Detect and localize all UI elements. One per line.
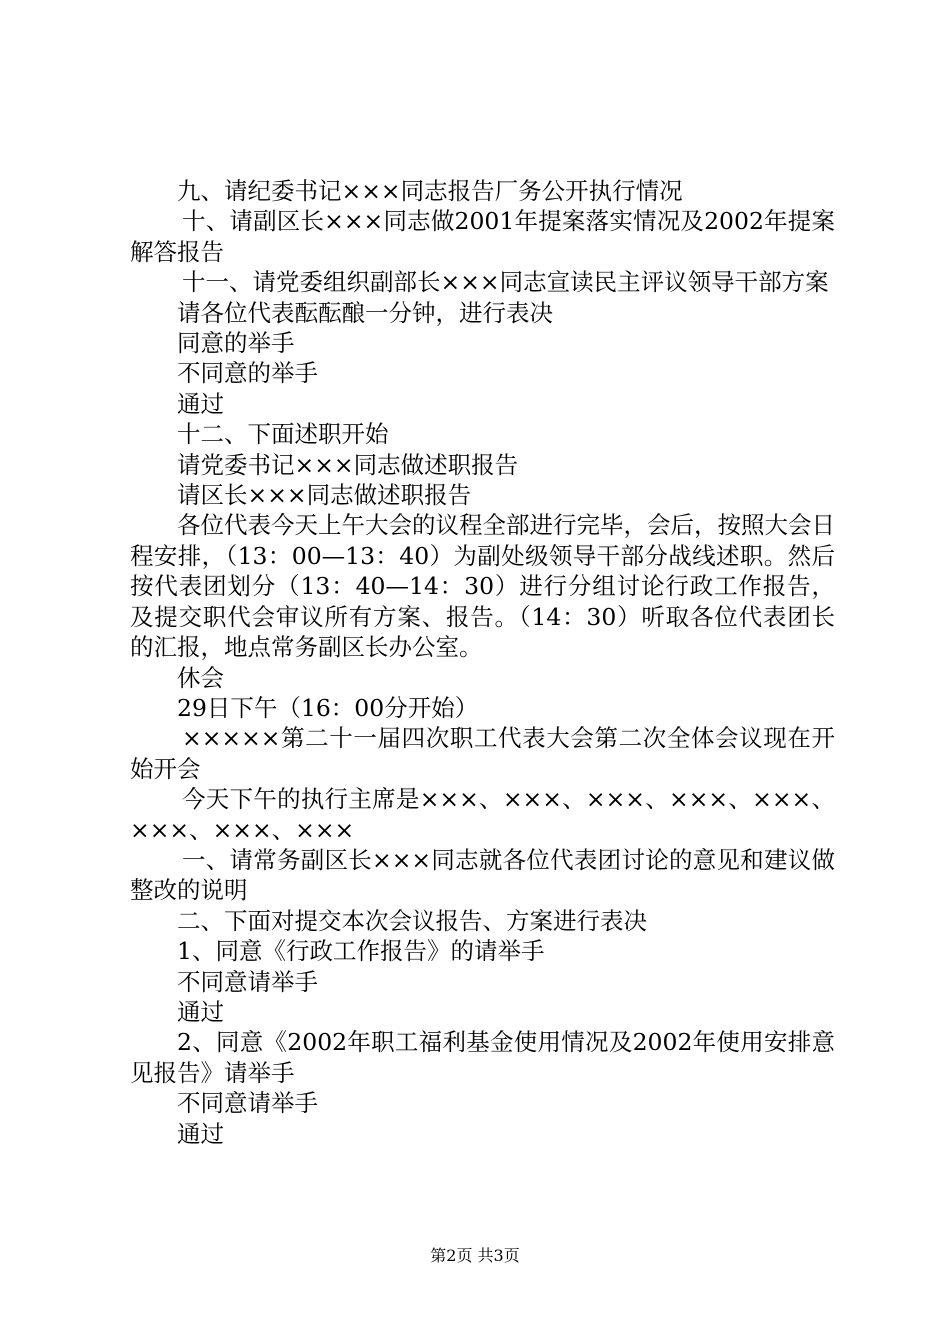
paragraph: 通过: [177, 1119, 224, 1148]
paragraph: 同意的举手: [177, 329, 295, 358]
paragraph: 29日下午（16：00分开始）: [177, 693, 479, 722]
paragraph: ×××××第二十一届四次职工代表大会第二次全体会议现在开始开会: [130, 724, 835, 783]
paragraph: 今天下午的执行主席是×××、×××、×××、×××、×××、×××、×××、×××: [130, 785, 835, 844]
paragraph: 一、请常务副区长×××同志就各位代表团讨论的意见和建议做整改的说明: [130, 845, 835, 905]
paragraph: 不同意的举手: [177, 359, 318, 388]
paragraph: 1、同意《行政工作报告》的请举手: [177, 937, 545, 966]
paragraph: 通过: [177, 997, 224, 1026]
paragraph: 各位代表今天上午大会的议程全部进行完毕，会后，按照大会日程安排，（13：00—13：40）为副处级领导干部分战线述职。然后按代表团划分（13：40—14：30）进行分组讨论行政工作报告，及提交职代会审议所有方案、报告。（14：30）听取各位代表团长的汇报，地点常务副区长办公室。: [130, 511, 835, 662]
paragraph: 2、同意《2002年职工福利基金使用情况及2002年使用安排意见报告》请举手: [130, 1028, 835, 1087]
paragraph: 十、请副区长×××同志做2001年提案落实情况及2002年提案解答报告: [130, 207, 835, 266]
paragraph: 通过: [177, 389, 224, 418]
paragraph: 不同意请举手: [177, 967, 318, 996]
page-indicator: 第2页 共3页: [430, 1246, 520, 1265]
paragraph: 九、请纪委书记×××同志报告厂务公开执行情况: [177, 177, 683, 205]
paragraph: 请区长×××同志做述职报告: [177, 481, 472, 510]
paragraph: 二、下面对提交本次会议报告、方案进行表决: [177, 906, 647, 935]
paragraph: 不同意请举手: [177, 1089, 318, 1118]
paragraph: 请党委书记×××同志做述职报告: [177, 450, 519, 479]
paragraph: 十二、下面述职开始: [177, 420, 389, 449]
document-body: [130, 176, 835, 1149]
paragraph: 请各位代表酝酝酿一分钟，进行表决: [177, 298, 553, 327]
paragraph: 十一、请党委组织副部长×××同志宣读民主评议领导干部方案: [182, 268, 829, 297]
paragraph: 休会: [177, 663, 224, 692]
